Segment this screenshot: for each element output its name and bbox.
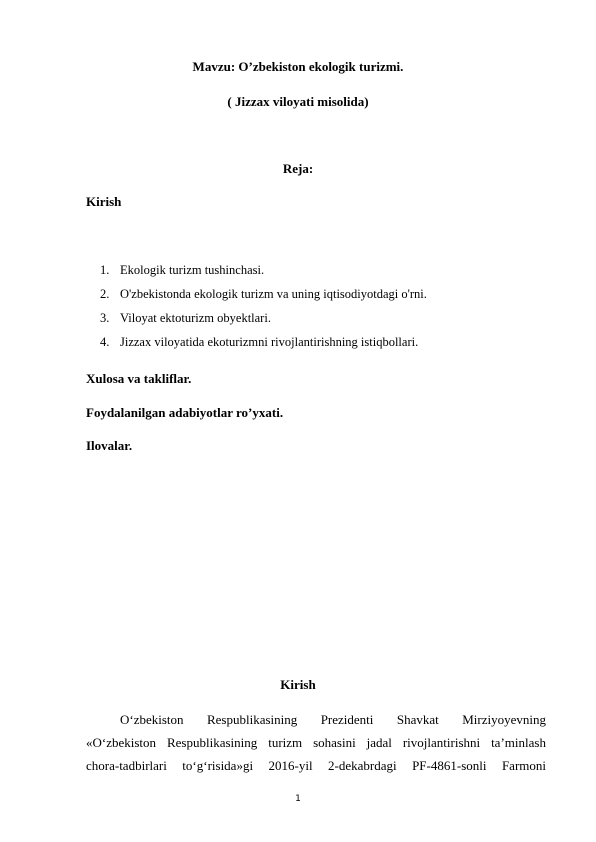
word: 2-dekabrdagi [328, 758, 397, 773]
word: ta’minlash [491, 735, 546, 750]
page-number: 1 [295, 794, 301, 804]
paragraph-line [86, 708, 546, 731]
word: sohasini [313, 735, 356, 750]
plan-item-number: 2. [100, 287, 110, 301]
document-subtitle: ( Jizzax viloyati misolida) [227, 94, 369, 109]
appendix-label: Ilovalar. [86, 438, 133, 453]
plan-item [100, 311, 271, 326]
document-title: Mavzu: O’zbekiston ekologik turizmi. [192, 59, 404, 74]
word: Shavkat [396, 712, 439, 727]
word: rivojlantirishni [402, 735, 481, 750]
intro-label: Kirish [86, 194, 122, 209]
plan-item-number: 4. [100, 335, 110, 349]
plan-item-number: 3. [100, 311, 110, 325]
plan-item-text: Viloyat ektoturizm obyektlari. [120, 311, 271, 325]
word: chora-tadbirlari [86, 758, 167, 773]
plan-item-number: 1. [100, 263, 110, 277]
word: O‘zbekiston [120, 712, 184, 727]
paragraph-line [86, 731, 546, 754]
plan-item-text: Jizzax viloyatida ekoturizmni rivojlantirishning istiqbollari. [120, 335, 419, 349]
word: «O‘zbekiston [86, 735, 157, 750]
plan-item [100, 263, 264, 278]
plan-item-text: Ekologik turizm tushinchasi. [120, 263, 265, 277]
plan-item [100, 335, 418, 350]
word: Farmoni [501, 758, 546, 773]
paragraph-line [86, 754, 546, 777]
section-heading: Kirish [280, 677, 316, 692]
word: Mirziyoyevning [462, 712, 546, 727]
word: turizm [268, 735, 303, 750]
word: Respublikasining [206, 712, 298, 727]
word: jadal [366, 735, 392, 750]
plan-item [100, 287, 427, 302]
intro-paragraph [86, 708, 546, 777]
word: to‘g‘risida»gi [182, 758, 254, 773]
word: Prezidenti [320, 712, 374, 727]
references-label: Foydalanilgan adabiyotlar ro’yxati. [86, 405, 284, 420]
word: PF-4861-sonli [412, 758, 487, 773]
plan-item-text: O'zbekistonda ekologik turizm va uning iqtisodiyotdagi o'rni. [120, 287, 427, 301]
plan-heading: Reja: [282, 161, 314, 176]
word: 2016-yil [268, 758, 313, 773]
conclusion-label: Xulosa va takliflar. [86, 371, 192, 386]
word: Respublikasining [166, 735, 258, 750]
